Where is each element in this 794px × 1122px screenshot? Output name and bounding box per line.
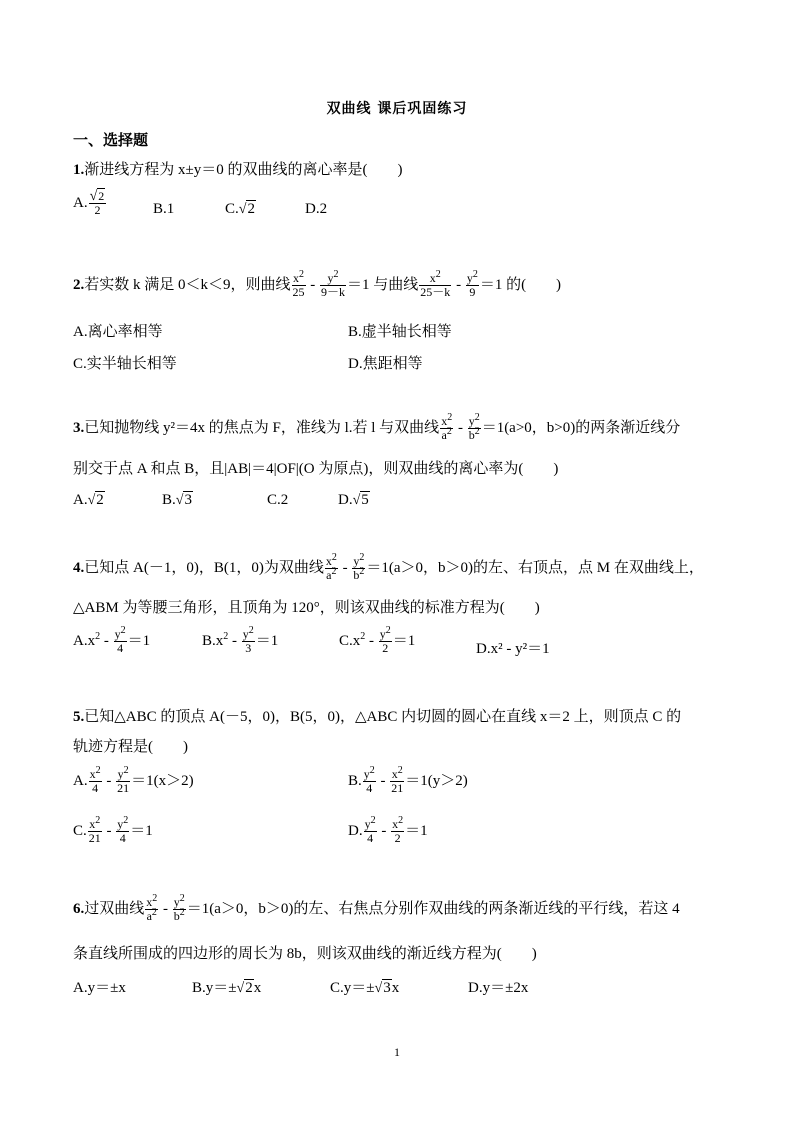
question-4: 4.已知点 A(－1，0)，B(1，0)为双曲线 $\frac{x^2}{a^2}$ - $\frac{y^2}{b^2}$ ＝1(a＞0，b＞0)的左、右顶点，点 M 在双曲线上， [73,552,704,582]
option-a[interactable]: A. $\frac{√2}{2}$ [73,189,105,217]
option-b[interactable]: B.1 [153,201,175,217]
question-number: 5. [73,709,85,725]
question-2: 2.若实数 k 满足 0＜k＜9，则曲线 $\frac{x^2}{25}$ - $\frac{y^2}{9-k}$ ＝1 与曲线 $\frac{x^2}{25-k}$ - $\frac{y^2}{9}$ ＝1 的( ) [73,269,562,299]
page-number: 1 [394,1045,400,1059]
option-d[interactable]: D.焦距相等 [348,356,423,372]
option-b[interactable]: B.√3 [162,492,192,508]
question-5: 5.已知△ABC 的顶点 A(－5，0)，B(5，0)，△ABC 内切圆的圆心在直线 x＝2 上，则顶点 C 的 [73,709,682,725]
page-title: 双曲线 课后巩固练习 [326,101,468,117]
option-a[interactable]: A.y＝±x [73,980,126,996]
option-c[interactable]: $C.x^2$ - $\frac{y^2}{2}$ ＝1 [339,625,416,655]
option-b[interactable]: B.虚半轴长相等 [348,324,452,340]
question-number: 2. [73,276,85,293]
question-6-line-2: 条直线所围成的四边形的周长为 8b，则该双曲线的渐近线方程为( ) [73,946,537,962]
question-3: 3.已知抛物线 y²＝4x 的焦点为 F，准线为 l.若 l 与双曲线 $\frac{x^2}{a^2}$ - $\frac{y^2}{b^2}$ ＝1(a>0，b>0)的两条渐近线分 [73,412,681,442]
option-d[interactable]: D.√5 [338,492,369,508]
option-a[interactable]: A.√2 [73,492,104,508]
question-number: 4. [73,559,85,576]
option-d[interactable]: D.x² - y²＝1 [476,641,550,657]
option-c[interactable]: C. $\frac{x^2}{21}$ - $\frac{y^2}{4}$ ＝1 [73,815,153,845]
question-3-line-2: 别交于点 A 和点 B，且|AB|＝4|OF|(O 为原点)，则双曲线的离心率为( ) [73,461,559,477]
question-6: 6.过双曲线 $\frac{x^2}{a^2}$ - $\frac{y^2}{b^2}$ ＝1(a＞0，b＞0)的左、右焦点分别作双曲线的两条渐近线的平行线，若这 4 [73,893,680,923]
question-text: 渐进线方程为 x±y＝0 的双曲线的离心率是( ) [84,162,403,178]
section-heading: 一、选择题 [73,131,149,149]
option-d[interactable]: D.y＝±2x [468,980,529,996]
question-number: 6. [73,900,85,917]
option-a[interactable]: A.离心率相等 [73,324,163,340]
question-1 [73,159,402,181]
option-b[interactable]: B. $\frac{y^2}{4}$ - $\frac{x^2}{21}$ ＝1(y＞2) [348,765,468,795]
question-5-line-2: 轨迹方程是( ) [73,739,188,755]
option-b[interactable]: B.y＝±√2x [192,980,262,996]
option-c[interactable]: C.√2 [225,201,255,217]
option-d[interactable]: D.2 [305,201,328,217]
option-c[interactable]: C.y＝±√3x [330,980,400,996]
option-a[interactable]: A. $\frac{x^2}{4}$ - $\frac{y^2}{21}$ ＝1(x＞2) [73,765,194,795]
option-c[interactable]: C.2 [267,492,289,508]
question-number: 3. [73,419,85,436]
option-b[interactable]: $B.x^2$ - $\frac{y^2}{3}$ ＝1 [202,625,279,655]
question-4-line-2: △ABM 为等腰三角形，且顶角为 120°，则该双曲线的标准方程为( ) [73,600,540,616]
question-number: 1. [73,162,85,178]
option-d[interactable]: D. $\frac{y^2}{4}$ - $\frac{x^2}{2}$ ＝1 [348,815,428,845]
option-a[interactable]: $A.x^2$ - $\frac{y^2}{4}$ ＝1 [73,625,151,655]
option-c[interactable]: C.实半轴长相等 [73,356,177,372]
